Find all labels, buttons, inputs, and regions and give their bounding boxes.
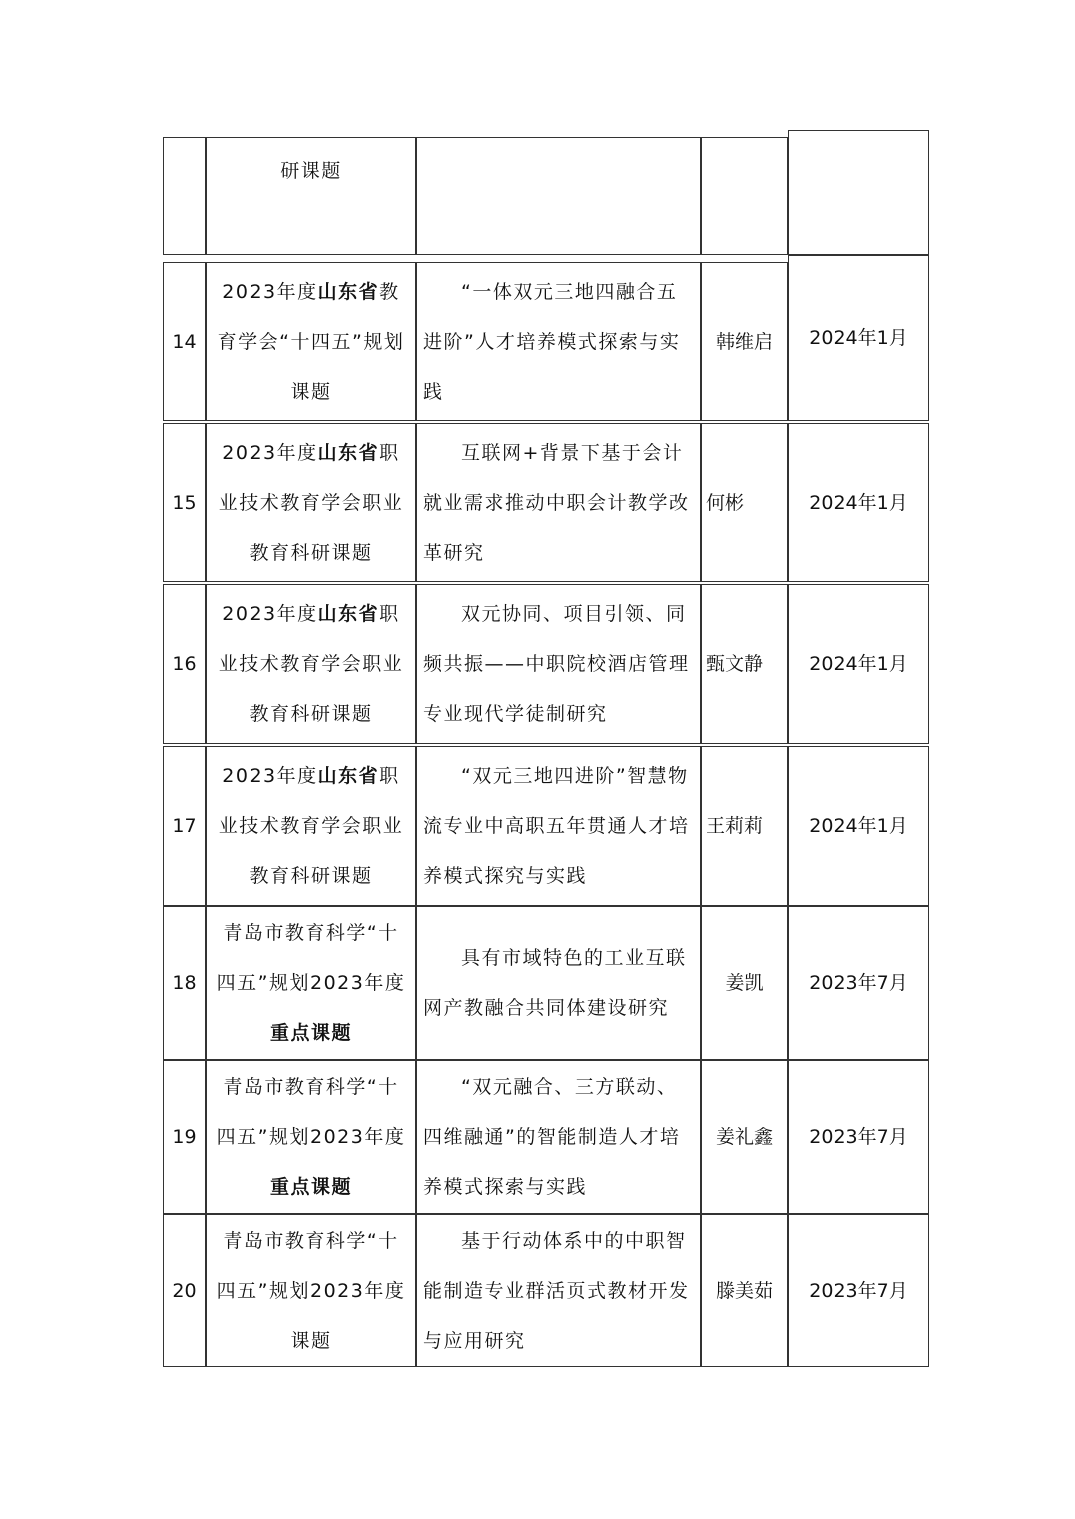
date-cell [788,423,929,582]
approval-date: 2024年1月 [809,491,908,514]
index-cell [163,137,206,255]
person-name: 滕美茹 [715,1279,773,1302]
row-index: 20 [172,1279,197,1302]
table-row [163,262,929,421]
category-cell [206,262,416,421]
project-title: “双元三地四进阶”智慧物流专业中高职五年贯通人才培养模式探究与实践 [423,765,690,887]
index-cell [163,262,206,421]
row-index: 15 [172,491,197,514]
person-cell [701,1060,788,1214]
table-row [163,906,929,1060]
table-row [163,584,929,744]
category-cell [206,746,416,906]
category-text: 研课题 [280,160,342,182]
project-title: “一体双元三地四融合五进阶”人才培养模式探索与实践 [423,280,681,403]
row-index: 18 [172,972,197,994]
approval-date: 2024年1月 [809,653,908,675]
category-cell [206,1214,416,1367]
person-cell [701,584,788,744]
approval-date: 2023年7月 [809,1126,908,1148]
project-title: 基于行动体系中的中职智能制造专业群活页式教材开发与应用研究 [423,1229,690,1352]
title-cell [416,423,701,582]
index-cell [163,584,206,744]
person-cell [701,906,788,1060]
person-name: 何彬 [706,491,745,514]
approval-date: 2023年7月 [809,972,908,994]
index-cell [163,746,206,906]
table-row [163,1060,929,1214]
category-text: 2023年度山东省教育学会“十四五”规划课题 [217,280,405,403]
row-index: 17 [172,815,197,837]
title-cell [416,1060,701,1214]
index-cell [163,423,206,582]
title-cell [416,584,701,744]
person-name: 甄文静 [706,653,764,675]
row-index: 19 [172,1126,197,1148]
title-cell [416,746,701,906]
category-cell [206,137,416,255]
title-cell [416,906,701,1060]
index-cell [163,906,206,1060]
date-cell [788,1060,929,1214]
category-cell [206,423,416,582]
date-cell [788,255,929,421]
category-cell [206,584,416,744]
person-cell [701,1214,788,1367]
category-text: 青岛市教育科学“十四五”规划2023年度课题 [216,1229,406,1352]
category-text: 2023年度山东省职业技术教育学会职业教育科研课题 [218,765,404,887]
index-cell [163,1060,206,1214]
table-row [163,746,929,906]
approval-date: 2024年1月 [809,327,908,349]
title-cell [416,1214,701,1367]
project-title: 互联网+背景下基于会计就业需求推动中职会计教学改革研究 [423,441,690,564]
category-text: 2023年度山东省职业技术教育学会职业教育科研课题 [218,441,404,564]
date-cell [788,130,929,255]
person-name: 姜礼鑫 [715,1126,773,1148]
category-text: 青岛市教育科学“十四五”规划2023年度重点课题 [216,1076,406,1198]
category-text: 2023年度山东省职业技术教育学会职业教育科研课题 [218,603,404,725]
person-cell [701,262,788,421]
approval-date: 2024年1月 [809,815,908,837]
title-cell [416,137,701,255]
table-row-continued [163,137,929,255]
person-cell [701,423,788,582]
date-cell [788,906,929,1060]
project-title: 具有市域特色的工业互联网产教融合共同体建设研究 [423,947,687,1019]
date-cell [788,584,929,744]
person-name: 韩维启 [715,330,773,353]
table-row [163,423,929,582]
person-cell [701,746,788,906]
category-cell [206,1060,416,1214]
index-cell [163,1214,206,1367]
person-cell [701,137,788,255]
row-index: 14 [172,330,197,353]
person-name: 姜凯 [725,972,764,994]
title-cell [416,262,701,421]
project-title: 双元协同、项目引领、同频共振——中职院校酒店管理专业现代学徒制研究 [423,603,690,725]
project-title: “双元融合、三方联动、四维融通”的智能制造人才培养模式探索与实践 [423,1076,681,1198]
date-cell [788,1214,929,1367]
category-cell [206,906,416,1060]
category-text: 青岛市教育科学“十四五”规划2023年度重点课题 [216,922,406,1044]
person-name: 王莉莉 [706,815,764,837]
row-index: 16 [172,653,197,675]
approval-date: 2023年7月 [809,1279,908,1302]
table-row [163,1214,929,1367]
date-cell [788,746,929,906]
